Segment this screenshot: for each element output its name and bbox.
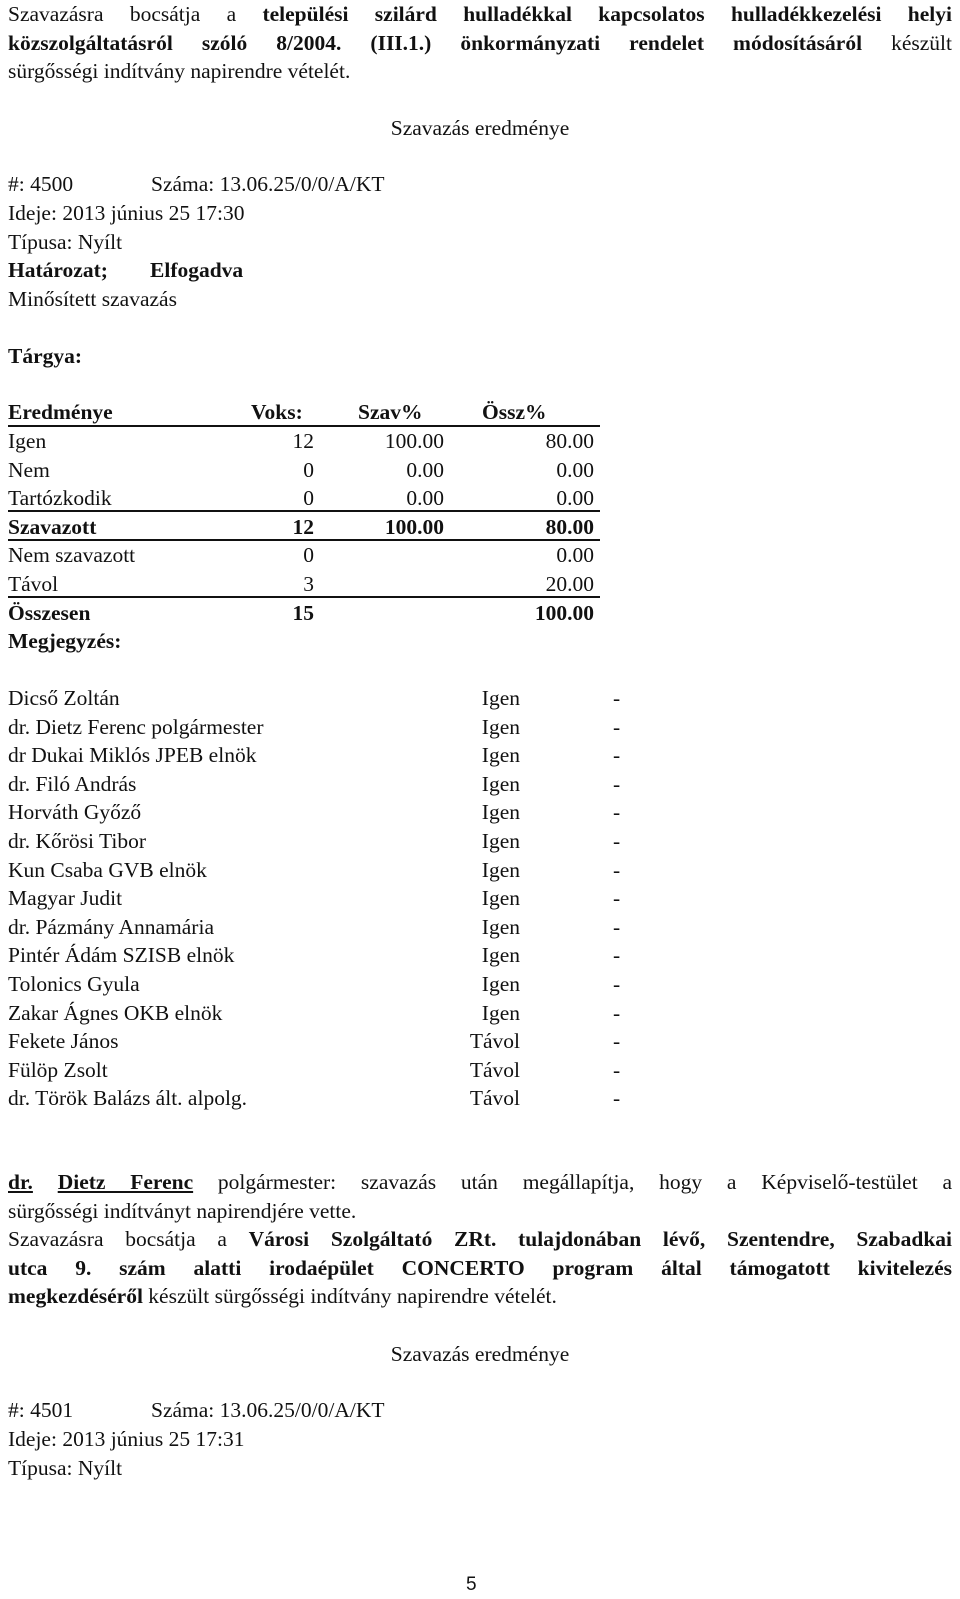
intro-text: Szavazásra bocsátja a (8, 2, 263, 26)
member-mark: - (613, 800, 621, 825)
member-name: Fülöp Zsolt (8, 1057, 108, 1082)
member-vote: Igen (481, 943, 520, 968)
result-vote-pct: 100.00 (384, 429, 444, 453)
member-vote: Igen (481, 914, 520, 939)
member-name: dr Dukai Miklós JPEB elnök (8, 743, 257, 768)
member-mark: - (613, 943, 621, 968)
intro-paragraph-2 (8, 1225, 952, 1311)
member-mark: - (613, 1057, 621, 1082)
member-name: dr. Kőrösi Tibor (8, 829, 146, 853)
member-name: Fekete János (8, 1029, 119, 1054)
member-vote: Igen (481, 857, 520, 882)
intro2-bold-text: megkezdéséről (8, 1284, 143, 1309)
member-vote: Igen (481, 714, 520, 739)
member-vote: Igen (481, 771, 520, 796)
result-label: Távol (8, 572, 59, 596)
column-header-vote-pct: Szav% (358, 400, 423, 424)
member-name: Magyar Judit (8, 886, 123, 911)
member-name: dr. Dietz Ferenc polgármester (8, 714, 264, 739)
result-label: Nem szavazott (8, 543, 136, 568)
member-vote: Igen (481, 1000, 520, 1025)
member-name: dr. Filó András (8, 771, 137, 796)
member-mark: - (613, 686, 621, 710)
member-vote: Igen (481, 886, 520, 911)
speaker-title: dr. (8, 1170, 33, 1194)
member-mark: - (613, 886, 621, 911)
note-label: Megjegyzés: (8, 629, 122, 653)
qualified-vote-label: Minősített szavazás (8, 287, 177, 311)
result-votes: 15 (292, 600, 314, 625)
result-total-pct: 100.00 (534, 600, 594, 625)
result-label: Nem (8, 457, 50, 482)
member-vote: Távol (469, 1086, 520, 1111)
intro-paragraph (8, 0, 952, 86)
result-votes: 12 (292, 429, 314, 453)
statement-text: polgármester: szavazás után megállapítja, hogy a Képviselő-testület a (193, 1170, 953, 1194)
result-votes: 3 (303, 572, 314, 596)
intro2-line-1 (8, 1225, 952, 1254)
member-name: dr. Pázmány Annamária (8, 914, 214, 939)
result-total-pct: 0.00 (556, 486, 594, 511)
member-mark: - (613, 972, 621, 996)
member-mark: - (613, 1029, 621, 1054)
member-name: Pintér Ádám SZISB elnök (8, 943, 235, 968)
intro-line-1 (8, 0, 952, 29)
column-header-total-pct: Össz% (482, 400, 547, 424)
result-vote-pct: 100.00 (384, 514, 444, 539)
result-total-pct: 80.00 (545, 429, 594, 453)
member-name: dr. Török Balázs ált. alpolg. (8, 1086, 248, 1111)
result-votes: 12 (292, 514, 314, 539)
result-total-pct: 0.00 (556, 543, 594, 568)
intro2-line-3 (8, 1282, 952, 1311)
vote-type: Típusa: Nyílt (8, 230, 123, 254)
column-header-votes: Voks: (251, 400, 303, 424)
member-mark: - (613, 829, 621, 853)
vote-case-number: Száma: 13.06.25/0/0/A/KT (151, 172, 385, 196)
member-name: Kun Csaba GVB elnök (8, 857, 207, 882)
member-vote: Távol (469, 1057, 520, 1082)
vote2-time: Ideje: 2013 június 25 17:31 (8, 1427, 245, 1451)
vote2-case-number: Száma: 13.06.25/0/0/A/KT (151, 1398, 385, 1422)
result-label: Tartózkodik (8, 486, 112, 511)
member-vote: Igen (481, 743, 520, 768)
member-vote: Távol (469, 1029, 520, 1054)
page-number: 5 (466, 1574, 477, 1595)
member-mark: - (613, 743, 621, 768)
intro-bold-text: közszolgáltatásról szóló 8/2004. (III.1.) önkormányzati rendelet módosításáról (8, 30, 863, 55)
result-votes: 0 (303, 486, 314, 511)
member-name: Dicső Zoltán (8, 686, 120, 710)
result-total-pct: 0.00 (556, 457, 594, 482)
decision-value: Elfogadva (150, 258, 244, 282)
result-votes: 0 (303, 457, 314, 482)
result-label: Összesen (8, 600, 91, 625)
member-vote: Igen (481, 686, 520, 710)
result-vote-pct: 0.00 (406, 457, 444, 482)
member-mark: - (613, 1086, 621, 1111)
intro2-text: Szavazásra bocsátja a (8, 1227, 249, 1251)
vote-time: Ideje: 2013 június 25 17:30 (8, 201, 245, 225)
intro-line-2 (8, 29, 952, 58)
column-header-result: Eredménye (8, 400, 113, 424)
result-vote-pct: 0.00 (406, 486, 444, 511)
member-mark: - (613, 714, 621, 739)
result-label: Igen (8, 429, 47, 453)
statement-line-2: sürgősségi indítványt napirendjére vette. (8, 1198, 357, 1223)
vote2-type: Típusa: Nyílt (8, 1456, 123, 1480)
result-votes: 0 (303, 543, 314, 568)
member-mark: - (613, 1000, 621, 1025)
result-label: Szavazott (8, 514, 97, 539)
statement-line-1 (8, 1168, 952, 1197)
result-total-pct: 80.00 (545, 514, 594, 539)
member-vote: Igen (481, 800, 520, 825)
intro-text: készült (862, 30, 952, 55)
speaker-name: Dietz Ferenc (57, 1170, 194, 1194)
member-mark: - (613, 857, 621, 882)
intro2-line-2: utca 9. szám alatti irodaépület CONCERTO program által támogatott kivitelezés (8, 1255, 952, 1280)
member-mark: - (613, 914, 621, 939)
intro2-text: készült sürgősségi indítvány napirendre vételét. (142, 1284, 557, 1309)
vote-number: #: 4500 (8, 172, 74, 196)
subject-label: Tárgya: (8, 344, 83, 368)
member-vote: Igen (481, 829, 520, 853)
result-total-pct: 20.00 (545, 572, 594, 596)
vote-result-title: Szavazás eredménye (390, 116, 570, 140)
intro-bold-text: települési szilárd hulladékkal kapcsolatos hulladékkezelési helyi (262, 2, 952, 26)
member-mark: - (613, 771, 621, 796)
member-name: Tolonics Gyula (8, 972, 140, 996)
statement-paragraph (8, 1168, 952, 1225)
member-vote: Igen (481, 972, 520, 996)
member-name: Horváth Győző (8, 800, 142, 825)
intro-line-3: sürgősségi indítvány napirendre vételét. (8, 59, 351, 84)
intro2-bold-text: Városi Szolgáltató ZRt. tulajdonában lévő, Szentendre, Szabadkai (248, 1227, 952, 1251)
vote2-result-title: Szavazás eredménye (390, 1342, 570, 1366)
decision-label: Határozat; (8, 258, 108, 282)
vote2-number: #: 4501 (8, 1398, 74, 1422)
member-name: Zakar Ágnes OKB elnök (8, 1000, 223, 1025)
